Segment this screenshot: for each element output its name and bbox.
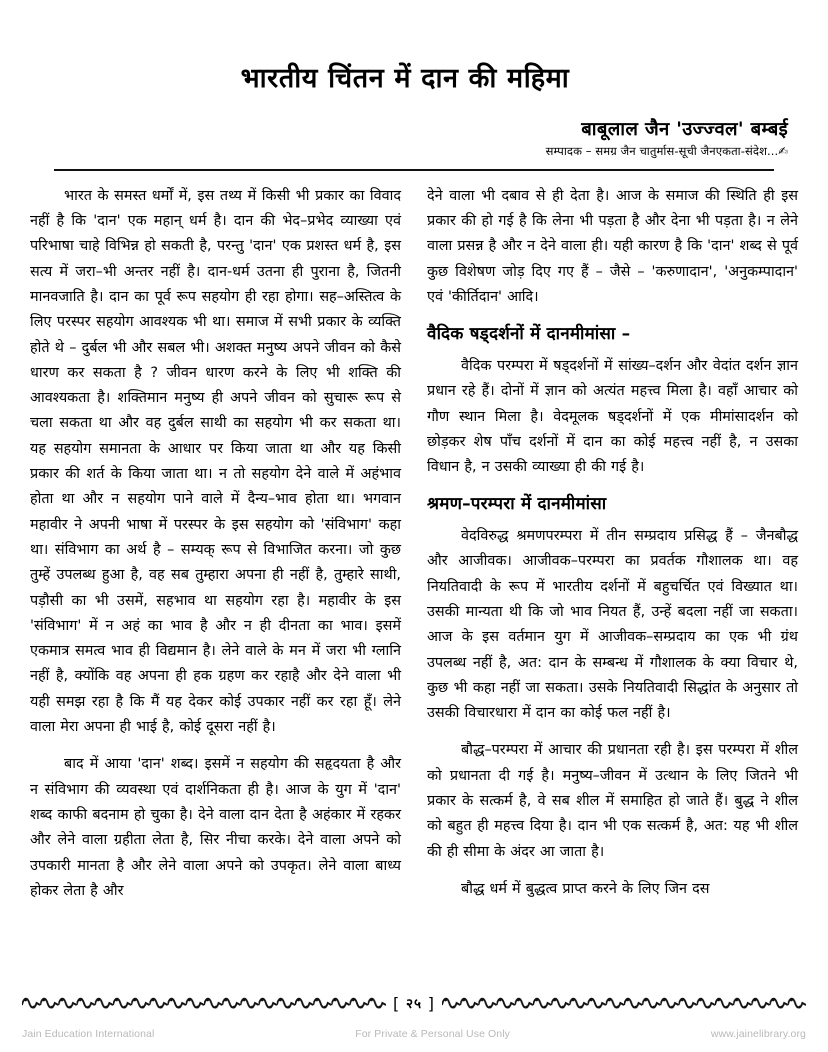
right-column — [427, 184, 798, 990]
section-heading-shraman: श्रमण–परम्परा में दानमीमांसा — [427, 494, 607, 515]
left-column — [30, 184, 401, 990]
footer-usage-notice: For Private & Personal Use Only — [355, 1028, 511, 1040]
two-column-body — [0, 171, 828, 990]
author-name: बाबूलाल जैन 'उज्ज्वल' बम्बई — [581, 118, 788, 140]
ornament-right — [442, 995, 806, 1011]
footer-organization: Jain Education International — [22, 1028, 155, 1040]
paragraph: देने वाला भी दबाव से ही देता है। आज के समाज की स्थिति ही इस प्रकार की हो गई है कि लेना भी पड़ता है और देना भी पड़ता है। न लेने वाला प्रसन्न है और न देने वाला ही। यही कारण है कि 'दान' शब्द से पूर्व कुछ विशेषण जोड़ दिए गए हैं – जैसे – 'करुणादान', 'अनुकम्पादान' एवं 'कीर्तिदान' आदि। — [427, 187, 798, 305]
paragraph: बाद में आया 'दान' शब्द। इसमें न सहयोग की सहृदयता है और न संविभाग की व्यवस्था एवं दार्शनिकता ही है। आज के युग में 'दान' शब्द काफी बदनाम हो चुका है। देने वाला दान देता है अहंकार में रहकर और लेने वाला ग्रहीता लेता है, सिर नीचा करके। देने वाला अपने को उपकारी मानता है और लेने वाला अपने को उपकृत। लेने वाला बाध्य होकर लेता है और — [30, 756, 401, 899]
paragraph: वेदविरुद्ध श्रमणपरम्परा में तीन सम्प्रदाय प्रसिद्ध हैं – जैनबौद्ध और आजीवक। आजीवक–परम्परा का प्रवर्तक गौशालक था। वह नियतिवादी के रूप में भारतीय दर्शनों में बहुचर्चित एवं विख्यात था। उसकी मान्यता थी कि जो भाव नियत हैं, उन्हें बदला नहीं जा सकता। आज के इस वर्तमान युग में आजीवक–सम्प्रदाय का एक भी ग्रंथ उपलब्ध नहीं है, अत: दान के सम्बन्ध में गौशालक के क्या विचार थे, कुछ भी कहा नहीं जा सकता। उसके नियतिवादी सिद्धांत के अनुसार तो उसकी विचारधारा में दान का कोई फल नहीं है। — [427, 528, 798, 722]
bracket-open: [ — [393, 993, 401, 1013]
paragraph: बौद्ध–परम्परा में आचार की प्रधानता रही है। इस परम्परा में शील को प्रधानता दी गई है। मनुष्य–जीवन में उत्थान के लिए जितने भी प्रकार के सत्कर्म है, वे सब शील में समाहित हो जाते हैं। बुद्ध ने शील को बहुत ही महत्त्व दिया है। दान भी एक सत्कर्म है, अत: यह भी शील की ही सीमा के अंदर आ जाता है। — [427, 742, 798, 860]
ornament-left — [22, 995, 386, 1011]
byline — [30, 118, 798, 159]
paragraph: भारत के समस्त धर्मों में, इस तथ्य में किसी भी प्रकार का विवाद नहीं है कि 'दान' एक महान् धर्म है। दान की भेद–प्रभेद व्याख्या एवं परिभाषा चाहे विभिन्न हो सकती है, परन्तु 'दान' एक प्रशस्त धर्म है, इस सत्य में जरा–भी अन्तर नहीं है। दान-धर्म उतना ही पुराना है, जितनी मानवजाति है। दान का पूर्व रूप सहयोग ही रहा होगा। सह–अस्तित्व के लिए परस्पर सहयोग आवश्यक भी था। समाज में सभी प्रकार के व्यक्ति होते थे – दुर्बल भी और सबल भी। अशक्त मनुष्य अपने जीवन को कैसे धारण कर सकता है ? जीवन धारण करने के लिए भी शक्ति की आवश्यकता है। शक्तिमान मनुष्य ही अपने जीवन को सुचारू रूप से चला सकता था और वह दुर्बल साथी का सहयोग भी कर सकता था। यह सहयोग समानता के आधार पर किया जाता था और यह किसी प्रकार की शर्त के किया जाता था। न तो सहयोग देने वाले में अहंभाव होता था और न सहयोग पाने वाले में दैन्य–भाव होता था। भगवान महावीर ने अपनी भाषा में परस्पर के इस सहयोग को 'संविभाग' कहा था। संविभाग का अर्थ है – सम्यक् रूप से विभाजित करना। जो कुछ तुम्हें उपलब्ध हुआ है, वह सब तुम्हारा अपना ही नहीं है, तुम्हारे साथी, पड़ौसी का भी उसमें, सहभाव था सहयोग रहा है। महावीर के इस 'संविभाग' में न अहं का भाव है और न ही दीनता का भाव। इसमें एकमात्र समत्व भाव ही विद्यमान है। लेने वाले के मन में जरा भी ग्लानि नहीं है, क्योंकि वह अपना ही हक ग्रहण कर रहाहै और देने वाला भी यही समझ रहा है कि मैं यह देकर कोई उपकार नहीं कर रहा हूँ। लेने वाला मेरा अपना ही भाई है, कोई दूसरा नहीं है। — [30, 187, 401, 736]
ornamental-divider-row — [0, 990, 828, 1016]
footer-website[interactable]: www.jainelibrary.org — [710, 1028, 806, 1040]
author-role: सम्पादक – समग्र जैन चातुर्मास-सूची जैनएकता-संदेश...✍ — [545, 143, 788, 158]
page-footer — [0, 1020, 828, 1052]
page-number — [386, 994, 442, 1013]
bracket-close: ] — [427, 993, 435, 1013]
section-heading-vaidik: वैदिक षड्दर्शनों में दानमीमांसा – — [427, 324, 631, 345]
paragraph: बौद्ध धर्म में बुद्धत्व प्राप्त करने के लिए जिन दस — [461, 880, 710, 897]
page-title: भारतीय चिंतन में दान की महिमा — [240, 63, 570, 94]
page-number-value: २५ — [405, 995, 423, 1012]
paragraph: वैदिक परम्परा में षड्दर्शनों में सांख्य–दर्शन और वेदांत दर्शन ज्ञान प्रधान रहे हैं। दोनों में ज्ञान को अत्यंत महत्त्व मिला है। वहाँ आचार को गौण स्थान मिला है। वेदमूलक षड्दर्शनों में एक मीमांसादर्शन को छोड़कर शेष पाँच दर्शनों में दान का कोई महत्त्व नहीं है, न उसका विधान है, न उसकी व्याख्या ही की गई है। — [427, 357, 798, 476]
page-header — [0, 0, 828, 171]
